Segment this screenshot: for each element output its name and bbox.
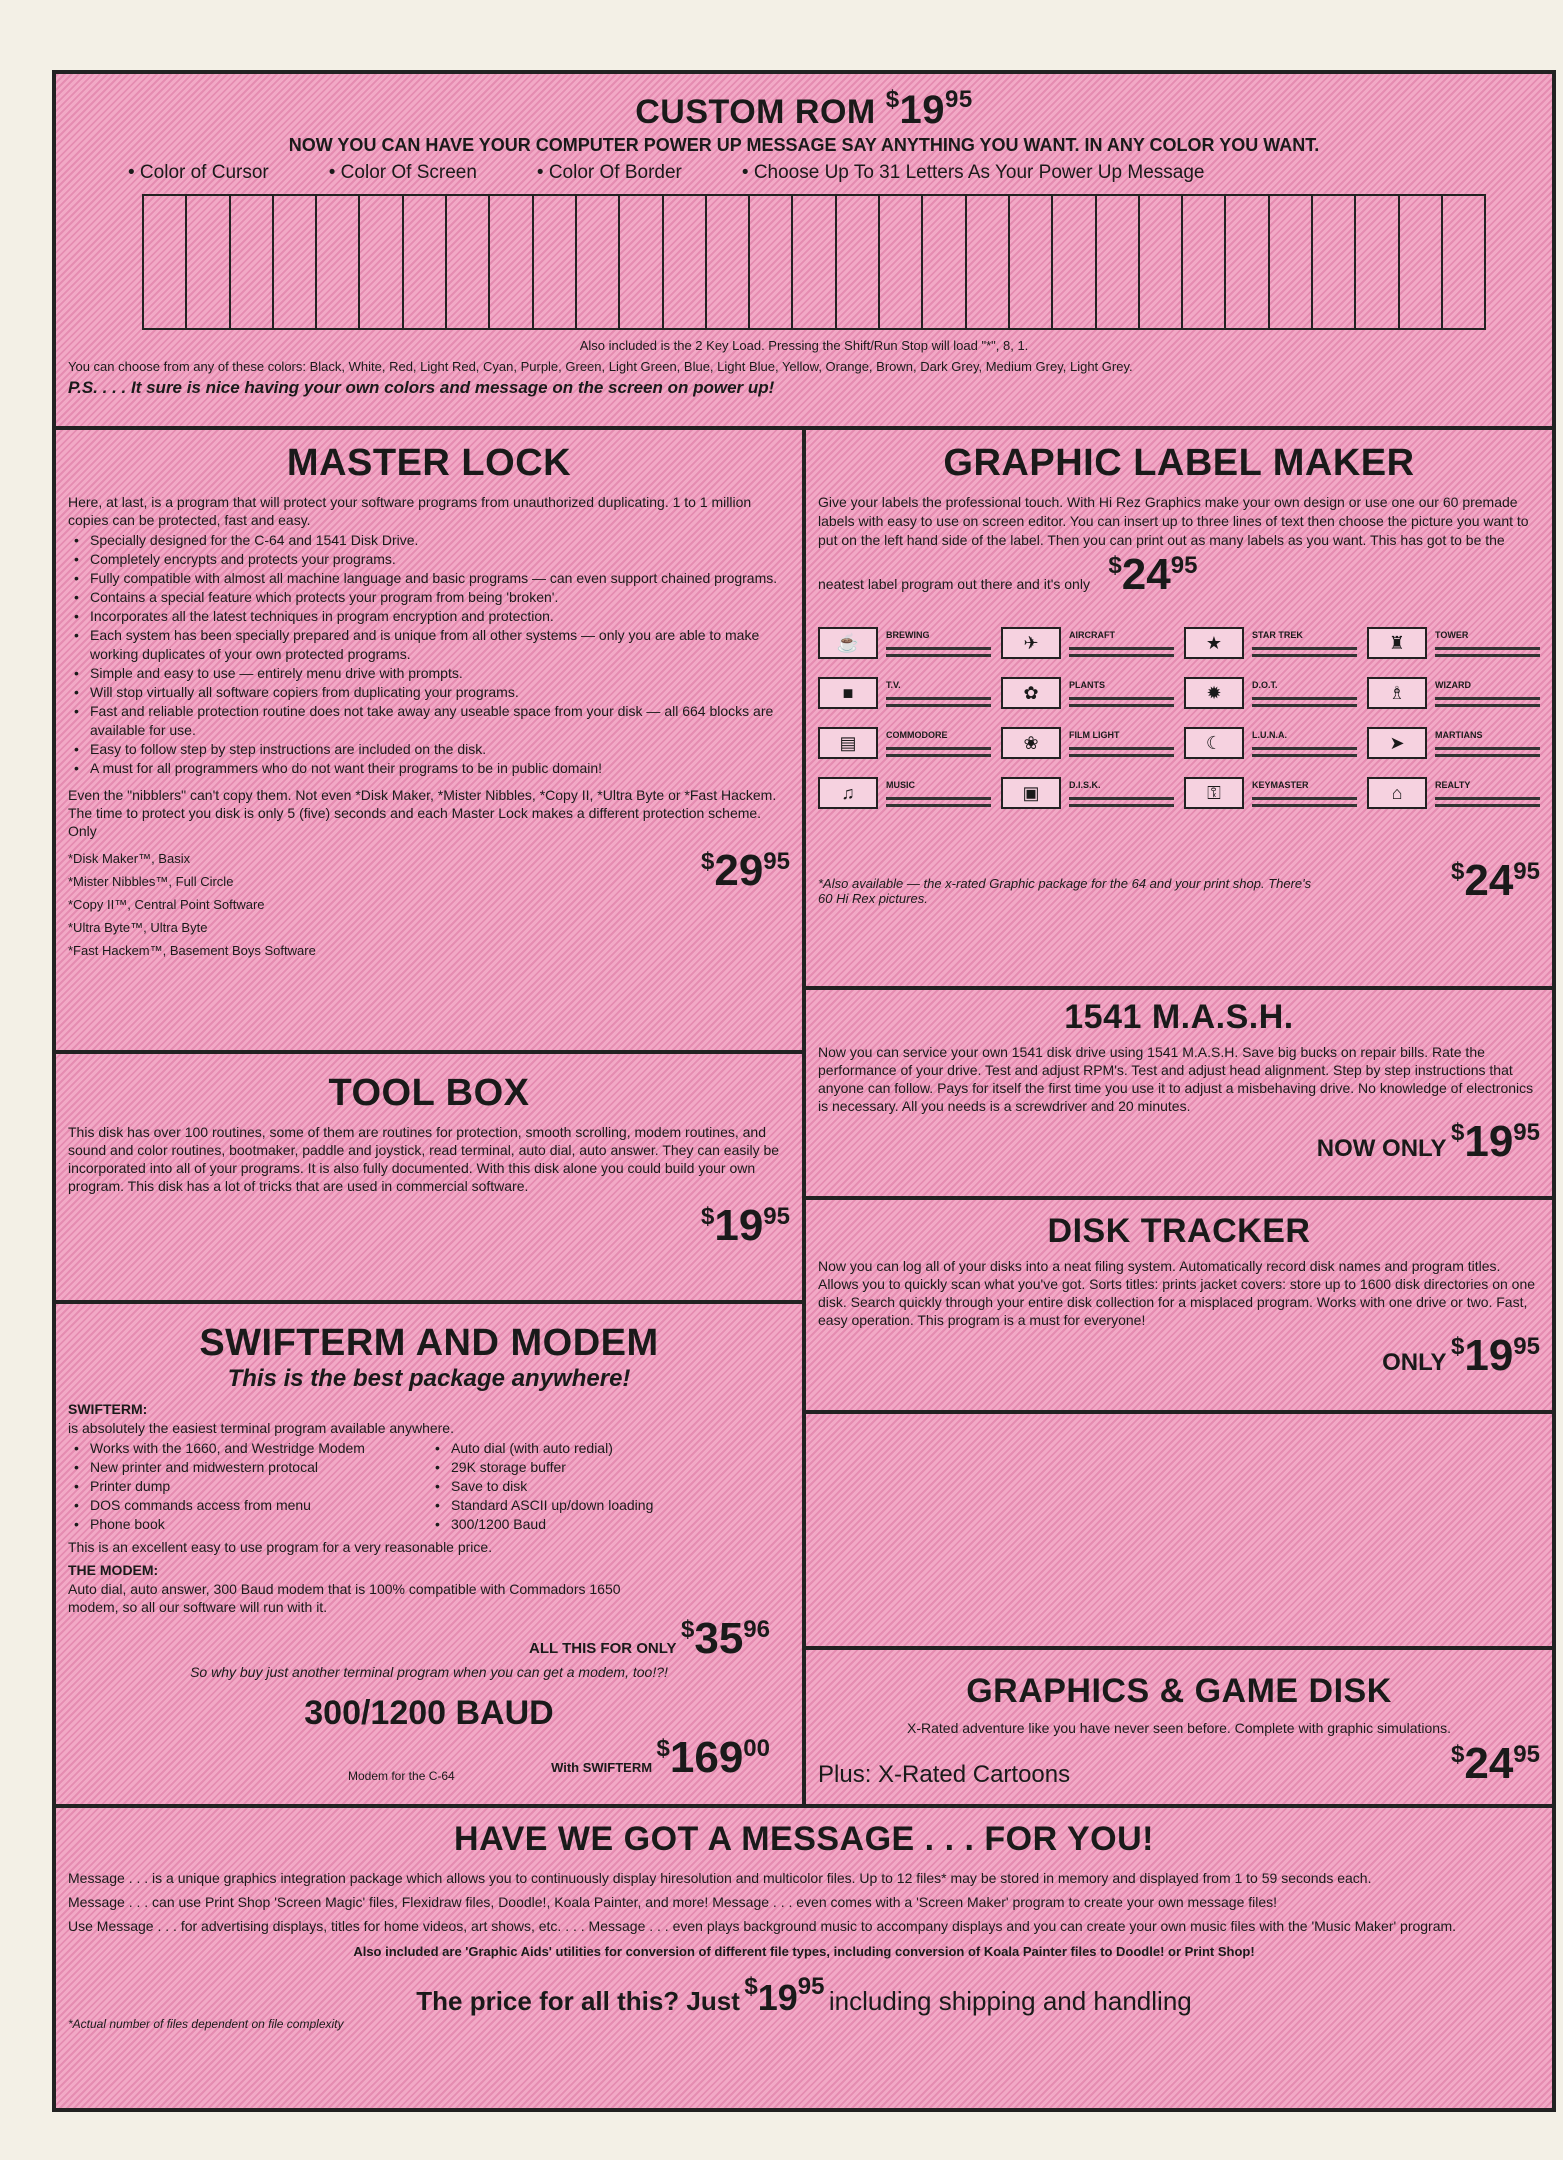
- letter-cell: [1356, 196, 1399, 328]
- master-lock-feature: • Simple and easy to use — entirely menu drive with prompts.: [68, 664, 790, 683]
- label-sample-title: TOWER: [1435, 630, 1469, 640]
- label-sample-text: [1069, 775, 1174, 811]
- graphic-label-price2: $^{\$}24^{95}$: [1450, 856, 1540, 905]
- master-lock-price: $^{\$}29^{95}$: [700, 846, 790, 895]
- swifterm-section: [54, 1302, 804, 1806]
- blank-section: [804, 1412, 1554, 1648]
- label-picture-icon: ⌂: [1367, 777, 1427, 809]
- baud-with-swifterm: With SWIFTERM: [551, 1760, 653, 1775]
- letter-cell: [534, 196, 577, 328]
- label-sample-text: [1252, 725, 1357, 761]
- label-picture-icon: ❀: [1001, 727, 1061, 759]
- advertisement-page: [52, 70, 1556, 2112]
- graphics-game-price: $^{\$}24^{95}$: [1450, 1739, 1540, 1788]
- swifterm-feature: • 29K storage buffer: [429, 1458, 790, 1477]
- label-sample-text: [1435, 625, 1540, 661]
- master-lock-price-cents: 95: [763, 848, 790, 875]
- tool-box-section: [54, 1052, 804, 1302]
- label-sample-title: L.U.N.A.: [1252, 730, 1287, 740]
- letter-cell: [274, 196, 317, 328]
- master-lock-trademarks: [68, 846, 316, 963]
- mash-title: 1541 M.A.S.H.: [1064, 998, 1294, 1036]
- graphics-game-section: [804, 1648, 1554, 1806]
- label-sample-line: [1435, 704, 1540, 707]
- master-lock-feature: • Incorporates all the latest techniques in program encryption and protection.: [68, 607, 790, 626]
- custom-rom-colors: You can choose from any of these colors: Black, White, Red, Light Red, Cyan, Purple, Green, Light Green, Blue, Light Blue, Yellow, Orange, Brown, Dark Grey, Medium Grey, Light Grey.: [68, 359, 1133, 374]
- label-sample: [818, 626, 991, 660]
- label-picture-icon: ▤: [818, 727, 878, 759]
- label-sample-line: [1069, 654, 1174, 657]
- disk-tracker-text: Now you can log all of your disks into a neat filing system. Automatically record disk names and program titles. Allows you to quickly scan what you've got. Sorts titles: prints jacket covers: store up to 1600 disk directories on one disk. Search quickly through your entire disk collection for a misplaced program. Works with one drive or two. Fast, easy operation. This program is a must for everyone!: [818, 1258, 1536, 1328]
- graphics-game-plus: Plus: X-Rated Cartoons: [818, 1761, 1071, 1788]
- label-sample-text: [1069, 625, 1174, 661]
- custom-rom-options: [128, 162, 1540, 184]
- swifterm-feature: • Standard ASCII up/down loading: [429, 1496, 790, 1515]
- letter-cell: [1400, 196, 1443, 328]
- letter-cell: [664, 196, 707, 328]
- custom-rom-headline: NOW YOU CAN HAVE YOUR COMPUTER POWER UP MESSAGE SAY ANYTHING YOU WANT. IN ANY COLOR YOU WANT.: [288, 135, 1320, 155]
- swifterm-feature: • Save to disk: [429, 1477, 790, 1496]
- trademark-line: *Copy II™, Central Point Software: [68, 897, 265, 912]
- label-sample: [818, 726, 991, 760]
- master-lock-feature: • Will stop virtually all software copiers from duplicating your programs.: [68, 683, 790, 702]
- letter-cell: [1183, 196, 1226, 328]
- label-sample-line: [1252, 797, 1357, 800]
- letter-cell: [1053, 196, 1096, 328]
- label-sample-text: [886, 725, 991, 761]
- label-picture-icon: ★: [1184, 627, 1244, 659]
- swifterm-why: So why buy just another terminal program when you can get a modem, too!?!: [190, 1664, 668, 1680]
- label-sample-title: WIZARD: [1435, 680, 1471, 690]
- label-sample-line: [1252, 697, 1357, 700]
- letter-cell: [360, 196, 403, 328]
- label-sample-title: AIRCRAFT: [1069, 630, 1115, 640]
- swifterm-label: SWIFTERM:: [68, 1401, 148, 1417]
- custom-rom-price-dollars: 19: [899, 88, 946, 132]
- label-sample-title: T.V.: [886, 680, 901, 690]
- letter-cell: [1270, 196, 1313, 328]
- graphic-label-samples: [818, 626, 1540, 810]
- label-sample-line: [1069, 647, 1174, 650]
- label-sample-text: [886, 675, 991, 711]
- trademark-line: *Fast Hackem™, Basement Boys Software: [68, 943, 316, 958]
- label-sample-title: D.I.S.K.: [1069, 780, 1101, 790]
- baud-title: 300/1200 BAUD: [304, 1694, 554, 1732]
- custom-rom-option: • Choose Up To 31 Letters As Your Power Up Message: [741, 162, 1205, 183]
- mash-now-only: NOW ONLY: [1316, 1135, 1447, 1162]
- graphic-label-price: $^{\$}24^{95}$: [1108, 550, 1198, 599]
- label-sample-text: [886, 625, 991, 661]
- disk-tracker-price-cents: 95: [1513, 1333, 1540, 1360]
- label-sample-line: [886, 654, 991, 657]
- letter-cell: [837, 196, 880, 328]
- message-section: [54, 1806, 1554, 2110]
- label-sample-line: [1435, 754, 1540, 757]
- label-sample-text: [1435, 775, 1540, 811]
- letter-cell: [447, 196, 490, 328]
- label-sample-text: [1252, 625, 1357, 661]
- message-price-tail: including shipping and handling: [828, 1986, 1192, 2016]
- graphics-game-price-cents: 95: [1513, 1741, 1540, 1768]
- label-sample-text: [1252, 775, 1357, 811]
- label-sample-title: STAR TREK: [1252, 630, 1303, 640]
- custom-rom-option: • Color Of Border: [536, 162, 682, 183]
- label-sample-line: [886, 747, 991, 750]
- swifterm-price-dollars: 35: [694, 1614, 744, 1663]
- label-picture-icon: ➤: [1367, 727, 1427, 759]
- master-lock-feature: • Fast and reliable protection routine does not take away any useable space from your disk — all 664 blocks are available for use.: [68, 702, 790, 740]
- label-sample-text: [886, 775, 991, 811]
- swifterm-feature: • DOS commands access from menu: [68, 1496, 429, 1515]
- label-sample-text: [1435, 725, 1540, 761]
- label-sample-line: [1435, 747, 1540, 750]
- message-price-lead: The price for all this? Just: [416, 1986, 740, 2016]
- label-sample-line: [1069, 697, 1174, 700]
- label-sample-title: PLANTS: [1069, 680, 1105, 690]
- mash-price-dollars: 19: [1464, 1117, 1514, 1166]
- graphic-label-title: GRAPHIC LABEL MAKER: [943, 442, 1415, 484]
- message-p1: Message . . . is a unique graphics integration package which allows you to continuously display hiresolution and multicolor files. Up to 12 files* may be stored in memory and displayed from 1 to 59 seconds each.: [68, 1870, 1372, 1886]
- message-p3: Use Message . . . for advertising displays, titles for home videos, art shows, etc. . . . Message . . . even plays background music to accompany displays and you can create your own music files with the 'Music Maker' program.: [68, 1918, 1457, 1934]
- master-lock-feature: • Completely encrypts and protects your programs.: [68, 550, 790, 569]
- label-sample-line: [886, 697, 991, 700]
- master-lock-price-dollars: 29: [714, 846, 764, 895]
- label-sample-title: D.O.T.: [1252, 680, 1278, 690]
- swifterm-excellent: This is an excellent easy to use program for a very reasonable price.: [68, 1539, 493, 1555]
- label-sample-line: [1252, 747, 1357, 750]
- letter-cell: [793, 196, 836, 328]
- label-sample-line: [1435, 797, 1540, 800]
- label-sample: [1367, 726, 1540, 760]
- swifterm-feature: • Phone book: [68, 1515, 429, 1534]
- graphic-label-text: Give your labels the professional touch. With Hi Rez Graphics make your own design or use one our 60 premade labels with easy to use on screen editor. You can insert up to three lines of text then choose the picture you want to put on the left hand side of the label. Then you can print out as many labels as you want. This has got to be the neatest label program out there and it's only: [818, 494, 1529, 592]
- label-sample-line: [1252, 704, 1357, 707]
- custom-rom-option: • Color Of Screen: [328, 162, 477, 183]
- label-sample-text: [1069, 725, 1174, 761]
- label-picture-icon: ▣: [1001, 777, 1061, 809]
- disk-tracker-section: [804, 1198, 1554, 1412]
- graphic-label-price2-dollars: 24: [1464, 856, 1514, 905]
- swifterm-subtitle: This is the best package anywhere!: [227, 1365, 631, 1392]
- swifterm-title: SWIFTERM AND MODEM: [199, 1322, 659, 1364]
- swifterm-feature: • New printer and midwestern protocal: [68, 1458, 429, 1477]
- label-picture-icon: ♗: [1367, 677, 1427, 709]
- label-sample-title: FILM LIGHT: [1069, 730, 1120, 740]
- master-lock-intro: Here, at last, is a program that will protect your software programs from unauthorized duplicating. 1 to 1 million copies can be protected, fast and easy.: [68, 494, 752, 528]
- custom-rom-also: Also included is the 2 Key Load. Pressing the Shift/Run Stop will load "*", 8, 1.: [579, 338, 1029, 353]
- label-picture-icon: ■: [818, 677, 878, 709]
- letter-cell: [1226, 196, 1269, 328]
- label-sample-line: [1069, 754, 1174, 757]
- label-sample-line: [1252, 647, 1357, 650]
- label-sample-line: [886, 704, 991, 707]
- message-footnote: *Actual number of files dependent on file complexity: [68, 2017, 344, 2031]
- message-price-dollars: 19: [757, 1977, 798, 2018]
- graphics-game-price-dollars: 24: [1464, 1739, 1514, 1788]
- master-lock-feature: • Fully compatible with almost all machine language and basic programs — can even support chained programs.: [68, 569, 790, 588]
- label-sample: [1367, 626, 1540, 660]
- letter-cell: [490, 196, 533, 328]
- disk-tracker-price-dollars: 19: [1464, 1331, 1514, 1380]
- master-lock-feature: • Specially designed for the C-64 and 1541 Disk Drive.: [68, 531, 790, 550]
- tool-box-price-dollars: 19: [714, 1201, 764, 1250]
- baud-price-dollars: 169: [669, 1733, 744, 1782]
- letter-cell: [144, 196, 187, 328]
- label-sample-text: [1252, 675, 1357, 711]
- letter-cell: [750, 196, 793, 328]
- letter-cell: [1097, 196, 1140, 328]
- master-lock-feature: • A must for all programmers who do not want their programs to be in public domain!: [68, 759, 790, 778]
- label-sample-line: [1069, 747, 1174, 750]
- letter-cell: [880, 196, 923, 328]
- custom-rom-price: $^{\$}19^{95}$: [885, 86, 973, 132]
- tool-box-price: $^{\$}19^{95}$: [700, 1201, 790, 1250]
- message-price-cents: 95: [797, 1973, 825, 2000]
- label-sample-title: KEYMASTER: [1252, 780, 1309, 790]
- message-p4: Also included are 'Graphic Aids' utilities for conversion of different file types, including conversion of Koala Painter files to Doodle! or Print Shop!: [353, 1944, 1255, 1959]
- trademark-line: *Disk Maker™, Basix: [68, 851, 191, 866]
- label-sample: [1367, 776, 1540, 810]
- message-price: $^{\$}19^{95}$: [744, 1973, 825, 2018]
- graphic-label-price-dollars: 24: [1121, 550, 1171, 599]
- master-lock-title: MASTER LOCK: [286, 442, 572, 484]
- swifterm-feature: • Works with the 1660, and Westridge Modem: [68, 1439, 429, 1458]
- label-sample-text: [1069, 675, 1174, 711]
- graphic-label-price-cents: 95: [1170, 552, 1198, 579]
- label-sample-line: [1435, 804, 1540, 807]
- label-sample-line: [886, 754, 991, 757]
- letter-cell: [317, 196, 360, 328]
- custom-rom-section: [54, 72, 1554, 428]
- label-sample: [1184, 726, 1357, 760]
- disk-tracker-only: ONLY: [1382, 1349, 1447, 1376]
- trademark-line: *Ultra Byte™, Ultra Byte: [68, 920, 208, 935]
- tool-box-price-cents: 95: [763, 1203, 790, 1230]
- letter-cell: [707, 196, 750, 328]
- swifterm-feature: • Printer dump: [68, 1477, 429, 1496]
- label-sample: [1184, 676, 1357, 710]
- label-sample-line: [1435, 647, 1540, 650]
- custom-rom-option: • Color of Cursor: [128, 162, 269, 183]
- master-lock-bullets: [68, 531, 790, 778]
- mash-text: Now you can service your own 1541 disk drive using 1541 M.A.S.H. Save big bucks on repair bills. Rate the performance of your drive. Test and adjust RPM's. Test and adjust head alignment. Step by step instructions that anyone can follow. Pays for itself the first time you use it to adjust a misbehaving drive. No knowledge of electronics is necessary. All you needs is a screwdriver and 20 minutes.: [818, 1044, 1534, 1114]
- letter-cell: [1140, 196, 1183, 328]
- custom-rom-ps: P.S. . . . It sure is nice having your own colors and message on the screen on power up!: [68, 378, 775, 397]
- label-sample-title: COMMODORE: [886, 730, 948, 740]
- swifterm-feature: • Auto dial (with auto redial): [429, 1439, 790, 1458]
- custom-rom-title-text: CUSTOM ROM: [635, 93, 876, 131]
- baud-price: $^{\$}169^{00}$: [656, 1733, 770, 1782]
- message-title: HAVE WE GOT A MESSAGE . . . FOR YOU!: [454, 1820, 1154, 1858]
- tool-box-title: TOOL BOX: [328, 1072, 530, 1114]
- swifterm-price-cents: 96: [743, 1616, 770, 1643]
- label-sample-line: [1069, 797, 1174, 800]
- mash-price-cents: 95: [1513, 1119, 1540, 1146]
- letter-cell: [923, 196, 966, 328]
- label-picture-icon: ✿: [1001, 677, 1061, 709]
- swifterm-feature: • 300/1200 Baud: [429, 1515, 790, 1534]
- swifterm-intro: is absolutely the easiest terminal program available anywhere.: [68, 1420, 454, 1436]
- label-picture-icon: ☕: [818, 627, 878, 659]
- label-sample: [1184, 626, 1357, 660]
- mash-price: $^{\$}19^{95}$: [1450, 1117, 1540, 1166]
- letter-cell: [620, 196, 663, 328]
- label-sample: [1001, 626, 1174, 660]
- label-picture-icon: ✈: [1001, 627, 1061, 659]
- label-sample: [818, 776, 991, 810]
- graphics-game-text: X-Rated adventure like you have never seen before. Complete with graphic simulations.: [907, 1720, 1451, 1736]
- disk-tracker-title: DISK TRACKER: [1047, 1212, 1311, 1250]
- swifterm-modem-text: Auto dial, auto answer, 300 Baud modem that is 100% compatible with Commadors 1650 modem, so all our software will run with it.: [68, 1581, 621, 1615]
- master-lock-section: [54, 428, 804, 1052]
- master-lock-nibblers: Even the "nibblers" can't copy them. Not even *Disk Maker, *Mister Nibbles, *Copy II, *Ultra Byte or *Fast Hackem. The time to protect you disk is only 5 (five) seconds and each Master Lock makes a different protection scheme. Only: [68, 787, 777, 839]
- label-sample-title: MARTIANS: [1435, 730, 1483, 740]
- label-sample: [1184, 776, 1357, 810]
- custom-rom-price-cents: 95: [945, 86, 973, 113]
- master-lock-feature: • Easy to follow step by step instructions are included on the disk.: [68, 740, 790, 759]
- letter-cell: [231, 196, 274, 328]
- swifterm-all-this: ALL THIS FOR ONLY: [529, 1640, 677, 1657]
- swifterm-price: $^{\$}35^{96}$: [680, 1614, 770, 1663]
- swifterm-features-right: [429, 1439, 790, 1534]
- custom-rom-title: [68, 86, 1540, 133]
- letter-cell: [1443, 196, 1484, 328]
- label-picture-icon: ⚿: [1184, 777, 1244, 809]
- label-picture-icon: ✹: [1184, 677, 1244, 709]
- label-sample: [1001, 776, 1174, 810]
- graphics-game-title: GRAPHICS & GAME DISK: [966, 1672, 1392, 1710]
- label-picture-icon: ♜: [1367, 627, 1427, 659]
- label-sample-line: [886, 804, 991, 807]
- master-lock-feature: • Contains a special feature which protects your program from being 'broken'.: [68, 588, 790, 607]
- label-sample-line: [1252, 654, 1357, 657]
- baud-price-cents: 00: [743, 1735, 770, 1762]
- message-p2: Message . . . can use Print Shop 'Screen Magic' files, Flexidraw files, Doodle!, Koala Painter, and more! Message . . . even comes with a 'Screen Maker' program to create your own message files!: [68, 1894, 1278, 1910]
- custom-rom-letter-grid: [142, 194, 1486, 330]
- label-sample-line: [1069, 804, 1174, 807]
- label-sample-line: [1435, 654, 1540, 657]
- label-sample: [818, 676, 991, 710]
- trademark-line: *Mister Nibbles™, Full Circle: [68, 874, 234, 889]
- letter-cell: [404, 196, 447, 328]
- label-sample: [1367, 676, 1540, 710]
- label-sample: [1001, 726, 1174, 760]
- label-sample-text: [1435, 675, 1540, 711]
- letter-cell: [1313, 196, 1356, 328]
- disk-tracker-price: $^{\$}19^{95}$: [1450, 1331, 1540, 1380]
- baud-subtitle: Modem for the C-64: [348, 1769, 455, 1783]
- tool-box-text: This disk has over 100 routines, some of them are routines for protection, smooth scrolling, modem routines, and sound and color routines, bootmaker, paddle and joystick, read terminal, auto dial, auto answer. They can easily be incorporated into all of your programs. It is also fully documented. With this disk alone you could build your own program. This disk has a lot of tricks that are used in commercial software.: [68, 1124, 780, 1194]
- label-picture-icon: ☾: [1184, 727, 1244, 759]
- label-sample-line: [1435, 697, 1540, 700]
- graphic-label-section: [804, 428, 1554, 988]
- swifterm-features-left: [68, 1439, 429, 1534]
- swifterm-modem-label: THE MODEM:: [68, 1562, 159, 1578]
- graphic-label-note: *Also available — the x-rated Graphic package for the 64 and your print shop. There's 60 Hi Rex pictures.: [818, 876, 1312, 906]
- label-sample-title: BREWING: [886, 630, 930, 640]
- letter-cell: [1010, 196, 1053, 328]
- master-lock-feature: • Each system has been specially prepared and is unique from all other systems — only you are able to make working duplicates of your own protected programs.: [68, 626, 790, 664]
- letter-cell: [187, 196, 230, 328]
- letter-cell: [967, 196, 1010, 328]
- graphic-label-price2-cents: 95: [1513, 858, 1540, 885]
- label-sample-line: [886, 797, 991, 800]
- mash-section: [804, 988, 1554, 1198]
- label-sample-line: [886, 647, 991, 650]
- label-sample-title: MUSIC: [886, 780, 915, 790]
- label-sample-line: [1069, 704, 1174, 707]
- letter-cell: [577, 196, 620, 328]
- label-sample-line: [1252, 754, 1357, 757]
- label-sample-line: [1252, 804, 1357, 807]
- label-picture-icon: ♫: [818, 777, 878, 809]
- label-sample: [1001, 676, 1174, 710]
- label-sample-title: REALTY: [1435, 780, 1471, 790]
